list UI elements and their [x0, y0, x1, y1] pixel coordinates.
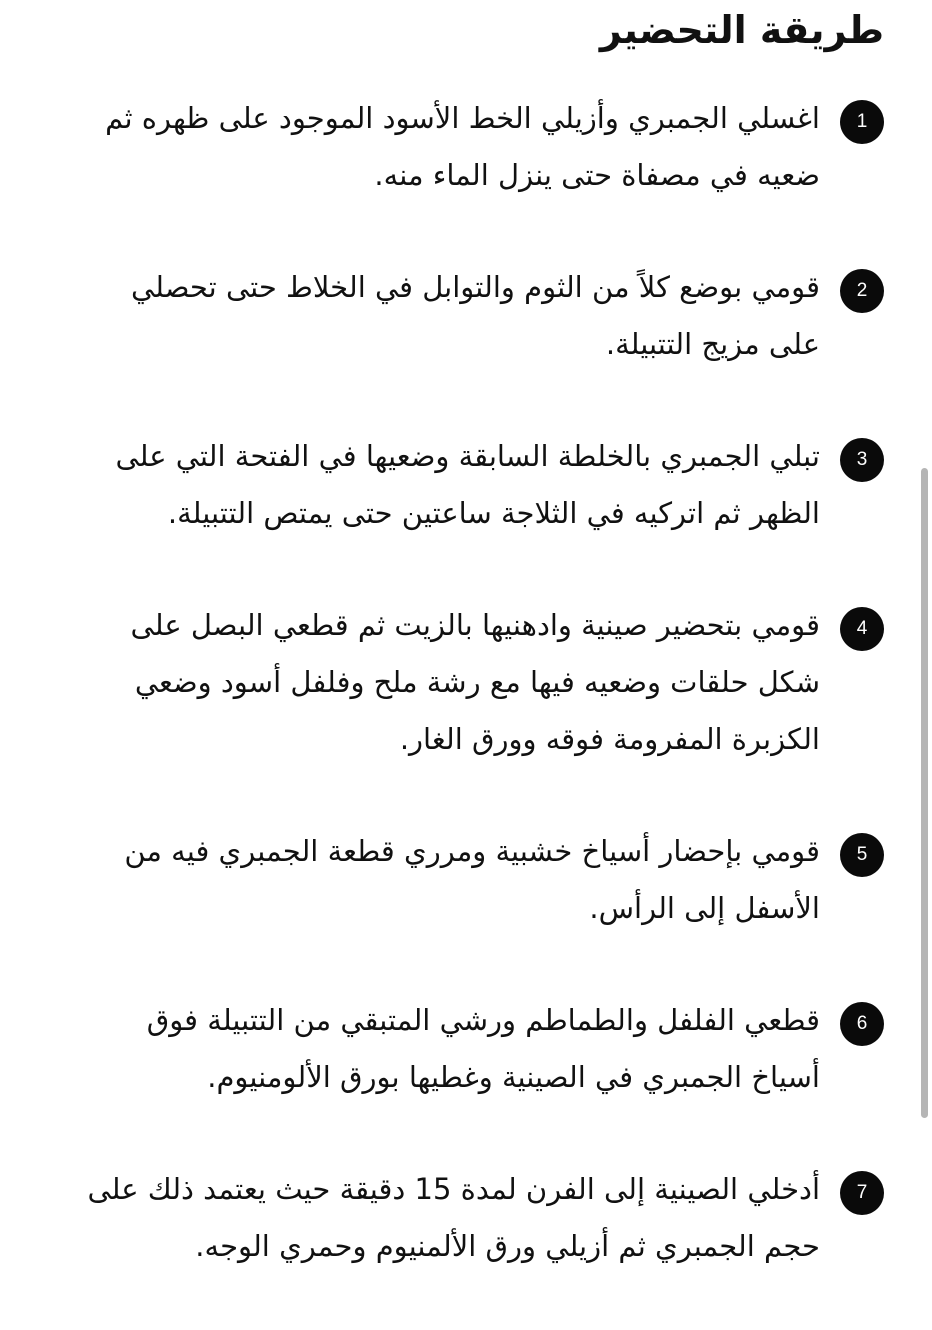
step-item-3: [84, 428, 884, 542]
step-text: قومي بتحضير صينية وادهنيها بالزيت ثم قطعي البصل على شكل حلقات وضعيه فيها مع رشة ملح وفلفل أسود وضعي الكزبرة المفرومة فوقه وورق الغار.: [130, 608, 820, 756]
step-text: تبلي الجمبري بالخلطة السابقة وضعيها في الفتحة التي على الظهر ثم اتركيه في الثلاجة ساعتين حتى يمتص التتبيلة.: [115, 439, 820, 530]
step-text: أدخلي الصينية إلى الفرن لمدة 15 دقيقة حيث يعتمد ذلك على حجم الجمبري ثم أزيلي ورق الألمنيوم وحمري الوجه.: [87, 1172, 820, 1263]
step-item-1: [84, 90, 884, 204]
step-number-badge: 5: [840, 833, 884, 877]
step-text: قومي بوضع كلاً من الثوم والتوابل في الخلاط حتى تحصلي على مزيج التتبيلة.: [131, 270, 820, 361]
step-item-6: [84, 992, 884, 1106]
page-title: طريقة التحضير: [599, 8, 884, 52]
vertical-scrollbar[interactable]: [918, 468, 932, 1118]
step-number-badge: 4: [840, 607, 884, 651]
scrollbar-thumb[interactable]: [921, 468, 928, 1118]
step-text: اغسلي الجمبري وأزيلي الخط الأسود الموجود على ظهره ثم ضعيه في مصفاة حتى ينزل الماء منه.: [105, 101, 820, 192]
step-number-badge: 3: [840, 438, 884, 482]
step-item-7: [84, 1161, 884, 1275]
step-number-badge: 1: [840, 100, 884, 144]
steps-list: [84, 90, 884, 1330]
step-number-badge: 2: [840, 269, 884, 313]
step-item-5: [84, 823, 884, 937]
step-number-badge: 7: [840, 1171, 884, 1215]
step-item-2: [84, 259, 884, 373]
step-text: قومي بإحضار أسياخ خشبية ومرري قطعة الجمبري فيه من الأسفل إلى الرأس.: [124, 834, 820, 925]
step-text: قطعي الفلفل والطماطم ورشي المتبقي من التتبيلة فوق أسياخ الجمبري في الصينية وغطيها بورق الألومنيوم.: [146, 1003, 820, 1094]
step-number-badge: 6: [840, 1002, 884, 1046]
step-item-4: [84, 597, 884, 768]
